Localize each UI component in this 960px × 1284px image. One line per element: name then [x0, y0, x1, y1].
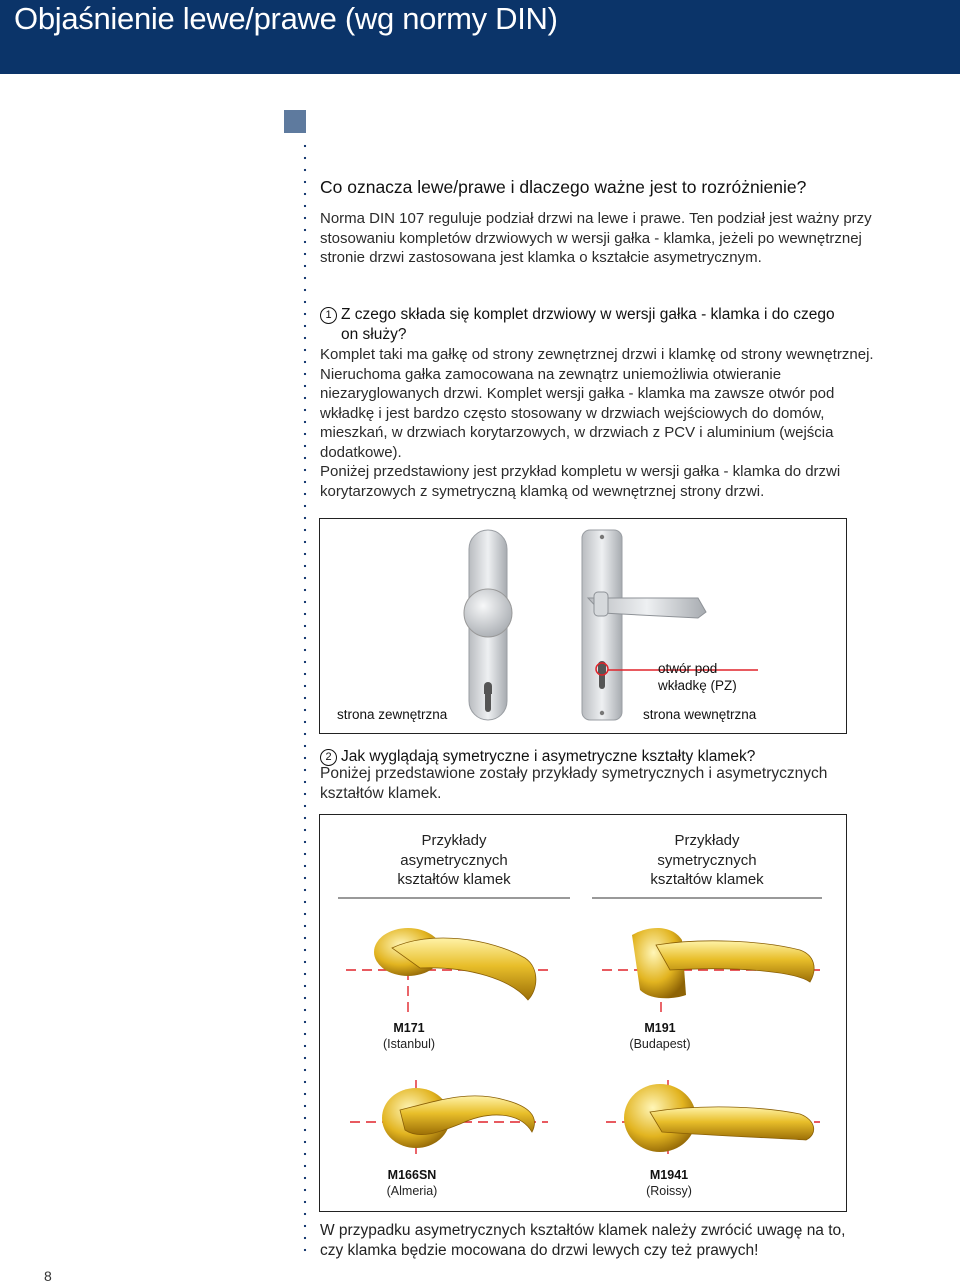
- question-1-line: Z czego składa się komplet drzwiowy w wersji gałka - klamka i do czego: [341, 306, 835, 323]
- model-m191: [590, 1020, 730, 1052]
- body-line: mieszkań, w drzwiach korytarzowych, w drzwiach z PCV i aluminium (wejścia: [320, 424, 834, 441]
- note-line: W przypadku asymetrycznych kształtów klamek należy zwrócić uwagę na to,: [320, 1222, 846, 1239]
- intro-line: Norma DIN 107 reguluje podział drzwi na lewe i prawe. Ten podział jest ważny przy: [320, 210, 872, 227]
- model-code: M171: [393, 1021, 425, 1035]
- body-line: Nieruchoma gałka zamocowana na zewnątrz uniemożliwia otwieranie: [320, 365, 782, 383]
- model-code: M1941: [649, 1168, 689, 1182]
- model-name: (Istanbul): [382, 1037, 436, 1051]
- callout-text: otwór pod: [658, 661, 718, 676]
- handle-m171: [374, 928, 536, 1000]
- number-badge: 2: [320, 749, 337, 766]
- title-line: kształtów klamek: [650, 871, 764, 888]
- intro-line: stosowaniu kompletów drzwiowych w wersji gałka - klamka, jeżeli po wewnętrznej: [320, 229, 862, 247]
- model-m166sn: [342, 1167, 482, 1199]
- body-line: Poniżej przedstawiony jest przykład kompletu w wersji gałka - klamka do drzwi: [320, 463, 841, 480]
- title-line: kształtów klamek: [397, 871, 511, 888]
- model-m171: [339, 1020, 479, 1052]
- body-line: dodatkowe).: [320, 443, 402, 461]
- section-heading: Co oznacza lewe/prawe i dlaczego ważne jest to rozróżnienie?: [320, 177, 807, 197]
- outside-side-label: strona zewnętrzna: [337, 707, 448, 722]
- intro-line: stronie drzwi zastosowana jest klamka o kształcie asymetrycznym.: [320, 249, 762, 266]
- page-number: 8: [44, 1268, 52, 1284]
- handle-m191: [632, 928, 814, 998]
- title-line: Przykłady: [674, 832, 740, 849]
- body-line: niezaryglowanych drzwi. Komplet wersji gałka - klamka ma zawsze otwór pod: [320, 385, 835, 402]
- callout-text: wkładkę (PZ): [658, 678, 737, 693]
- title-line: Przykłady: [421, 832, 487, 849]
- handle-m1941: [624, 1084, 814, 1152]
- model-name: (Almeria): [386, 1184, 438, 1198]
- title-line: symetrycznych: [657, 851, 757, 869]
- model-code: M191: [644, 1021, 676, 1035]
- model-code: M166SN: [387, 1168, 437, 1182]
- question-2-text: Jak wyglądają symetryczne i asymetryczne kształty klamek?: [341, 748, 756, 765]
- body-line: Komplet taki ma gałkę od strony zewnętrznej drzwi i klamkę od strony wewnętrznej.: [320, 346, 874, 363]
- model-name: (Budapest): [629, 1037, 691, 1051]
- page-title: Objaśnienie lewe/prawe (wg normy DIN): [14, 1, 558, 36]
- number-badge: 1: [320, 307, 337, 324]
- body-line: kształtów klamek.: [320, 785, 442, 802]
- note-line: czy klamka będzie mocowana do drzwi lewych czy też prawych!: [320, 1242, 759, 1259]
- body-line: korytarzowych z symetryczną klamką od wewnętrznej strony drzwi.: [320, 482, 765, 500]
- body-line: wkładkę i jest bardzo często stosowany w drzwiach wejściowych do domów,: [320, 404, 825, 422]
- title-line: asymetrycznych: [400, 851, 508, 869]
- model-name: (Roissy): [646, 1184, 692, 1198]
- model-m1941: [599, 1167, 739, 1199]
- body-line: Poniżej przedstawione zostały przykłady symetrycznych i asymetrycznych: [320, 765, 828, 782]
- handle-m166sn: [382, 1088, 534, 1148]
- footer-note: [320, 1221, 845, 1261]
- question-1-line: on służy?: [341, 326, 407, 343]
- inside-side-label: strona wewnętrzna: [643, 707, 757, 722]
